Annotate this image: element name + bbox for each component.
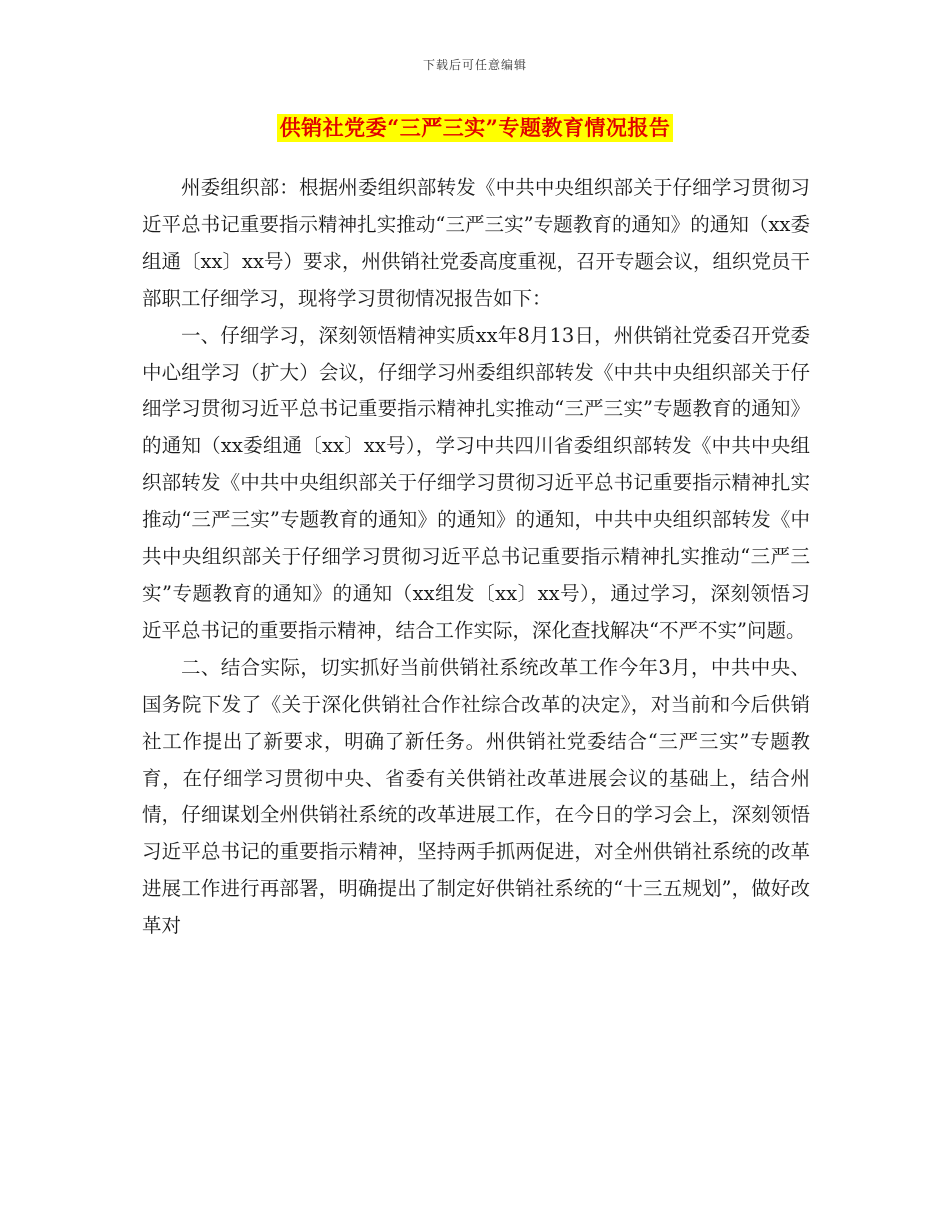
paragraph-section-one: 一、仔细学习，深刻领悟精神实质xx年8月13日，州供销社党委召开党委中心组学习（扩大）会议，仔细学习州委组织部转发《中共中央组织部关于仔细学习贯彻习近平总书记重要指示精神扎实推动“三严三实”专题教育的通知》的通知（xx委组通〔xx〕xx号），学习中共四川省委组织部转发《中共中央组织部转发《中共中央组织部关于仔细学习贯彻习近平总书记重要指示精神扎实推动“三严三实”专题教育的通知》的通知》的通知，中共中央组织部转发《中共中央组织部关于仔细学习贯彻习近平总书记重要指示精神扎实推动“三严三实”专题教育的通知》的通知（xx组发〔xx〕xx号），通过学习，深刻领悟习近平总书记的重要指示精神，结合工作实际，深化查找解决“不严不实”问题。	[142, 323, 810, 642]
document-body	[142, 170, 810, 945]
paragraph-section-two: 二、结合实际，切实抓好当前供销社系统改革工作今年3月，中共中央、国务院下发了《关于深化供销社合作社综合改革的决定》，对当前和今后供销社工作提出了新要求，明确了新任务。州供销社党委结合“三严三实”专题教育，在仔细学习贯彻中央、省委有关供销社改革进展会议的基础上，结合州情，仔细谋划全州供销社系统的改革进展工作，在今日的学习会上，深刻领悟习近平总书记的重要指示精神，坚持两手抓两促进，对全州供销社系统的改革进展工作进行再部署，明确提出了制定好供销社系统的“十三五规划”，做好改革对	[142, 655, 810, 938]
document-title-container	[0, 114, 950, 142]
paragraph-intro: 州委组织部：根据州委组织部转发《中共中央组织部关于仔细学习贯彻习近平总书记重要指示精神扎实推动“三严三实”专题教育的通知》的通知（xx委组通〔xx〕xx号）要求，州供销社党委高度重视，召开专题会议，组织党员干部职工仔细学习，现将学习贯彻情况报告如下：	[142, 176, 810, 310]
document-title: 供销社党委“三严三实”专题教育情况报告	[277, 114, 674, 142]
download-note: 下载后可任意编辑	[422, 58, 527, 72]
